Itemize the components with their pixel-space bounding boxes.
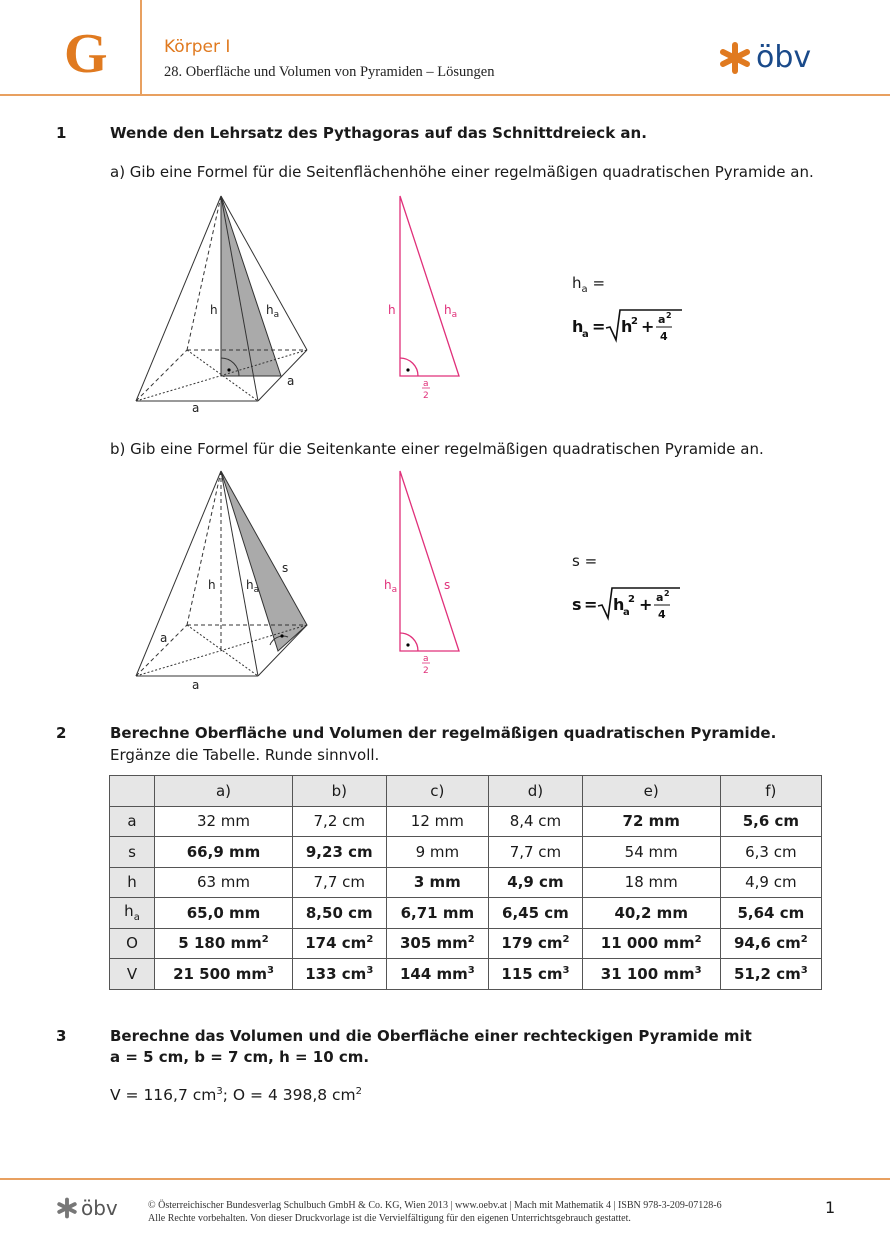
svg-text:h: h xyxy=(613,595,625,614)
shaded-triangle-a xyxy=(221,196,281,376)
page-number: 1 xyxy=(825,1198,836,1217)
table-cell: 5,6 cm xyxy=(720,806,821,837)
table-row xyxy=(110,959,822,990)
label-ha: $h_a$ xyxy=(246,578,260,595)
label-h: h xyxy=(208,578,216,592)
svg-text:=: = xyxy=(584,595,598,614)
label-h: h xyxy=(210,303,218,317)
footer-logo xyxy=(56,1196,118,1220)
header-divider xyxy=(0,94,890,96)
label-ha-pink: $h_a$ xyxy=(384,578,398,595)
label-h-pink: h xyxy=(388,303,396,317)
table-cell: 72 mm xyxy=(582,806,720,837)
pyramid-diagram-b xyxy=(130,465,320,695)
table-column-header: e) xyxy=(582,776,720,807)
svg-text:h: h xyxy=(621,317,633,336)
table-cell: 31 100 $mm^3$ xyxy=(582,959,720,990)
table-cell: 66,9 mm xyxy=(155,837,293,868)
label-half-num: a xyxy=(423,379,429,389)
table-row xyxy=(110,867,822,898)
header-divider-vertical xyxy=(140,0,142,94)
table-row xyxy=(110,806,822,837)
label-a-side: a xyxy=(160,631,168,645)
table-cell: 6,45 cm xyxy=(489,898,583,929)
svg-text:a: a xyxy=(656,591,664,604)
table-cell: 40,2 mm xyxy=(582,898,720,929)
table-cell: 3 mm xyxy=(386,867,489,898)
table-cell: 6,3 cm xyxy=(720,837,821,868)
table-column-header: f) xyxy=(720,776,821,807)
footer-divider xyxy=(0,1178,890,1180)
table-cell: 174 $cm^2$ xyxy=(293,928,387,959)
row-header: V xyxy=(110,959,155,990)
pyramid-diagram-a xyxy=(130,190,320,420)
table-cell: 7,7 cm xyxy=(293,867,387,898)
worksheet-subtitle: 28. Oberfläche und Volumen von Pyramiden – Lösungen xyxy=(164,64,495,80)
table-column-header: a) xyxy=(155,776,293,807)
question-2-heading: Berechne Oberfläche und Volumen der regelmäßigen quadratischen Pyramide. xyxy=(110,724,777,742)
svg-text:a: a xyxy=(658,313,666,326)
row-header: s xyxy=(110,837,155,868)
table-cell: 4,9 cm xyxy=(489,867,583,898)
table-cell: 54 mm xyxy=(582,837,720,868)
table-cell: 94,6 $cm^2$ xyxy=(720,928,821,959)
label-a-base: a xyxy=(192,678,200,692)
table-row xyxy=(110,898,822,929)
question-3-answer: V = 116,7 $cm^3$; O = 4 398,8 $cm^2$ xyxy=(110,1086,363,1105)
question-1b-text: b) Gib eine Formel für die Seitenkante einer regelmäßigen quadratischen Pyramide an. xyxy=(110,440,764,458)
table-cell: 8,4 cm xyxy=(489,806,583,837)
question-3-heading-line2: a = 5 cm, b = 7 cm, h = 10 cm. xyxy=(110,1048,370,1066)
chapter-title: Körper I xyxy=(164,37,231,57)
publisher-logo xyxy=(718,40,811,75)
svg-text:h: h xyxy=(572,317,584,336)
label-a-side: a xyxy=(287,374,295,388)
footer-line-2: Alle Rechte vorbehalten. Von dieser Druckvorlage ist die Vervielfältigung für den eigenen Unterrichtsgebrauch gestattet. xyxy=(148,1213,631,1224)
question-number-2: 2 xyxy=(56,724,67,742)
label-half-den: 2 xyxy=(423,666,429,676)
svg-text:2: 2 xyxy=(666,311,672,320)
table-cell: 6,71 mm xyxy=(386,898,489,929)
question-3-heading-line1: Berechne das Volumen und die Oberfläche einer rechteckigen Pyramide mit xyxy=(110,1027,752,1045)
label-half-num: a xyxy=(423,654,429,664)
logo-text: öbv xyxy=(756,40,812,75)
star-logo-icon xyxy=(56,1197,78,1219)
row-header: $h_a$ xyxy=(110,898,155,929)
table-cell: 4,9 cm xyxy=(720,867,821,898)
question-number-1: 1 xyxy=(56,124,67,142)
table-column-header: c) xyxy=(386,776,489,807)
table-column-header: b) xyxy=(293,776,387,807)
table-row xyxy=(110,837,822,868)
table-cell: 9,23 cm xyxy=(293,837,387,868)
table-cell: 18 mm xyxy=(582,867,720,898)
table-cell: 305 $mm^2$ xyxy=(386,928,489,959)
label-s: s xyxy=(282,561,289,575)
star-logo-icon xyxy=(718,41,752,75)
table-cell: 12 mm xyxy=(386,806,489,837)
results-table xyxy=(109,775,822,990)
formula-b-blank: s = xyxy=(572,552,598,570)
table-cell: 179 $cm^2$ xyxy=(489,928,583,959)
svg-text:s: s xyxy=(572,595,582,614)
footer-line-1: © Österreichischer Bundesverlag Schulbuch GmbH & Co. KG, Wien 2013 | www.oebv.at | Mach mit Mathematik 4 | ISBN 978-3-209-07128-6 xyxy=(148,1200,722,1211)
label-a-base: a xyxy=(192,401,200,415)
row-header: O xyxy=(110,928,155,959)
table-column-header: d) xyxy=(489,776,583,807)
svg-text:4: 4 xyxy=(660,330,668,343)
question-2-subtext: Ergänze die Tabelle. Runde sinnvoll. xyxy=(110,746,380,764)
label-s-pink: s xyxy=(444,578,451,592)
table-cell: 115 $cm^3$ xyxy=(489,959,583,990)
svg-text:a: a xyxy=(582,329,589,340)
svg-text:2: 2 xyxy=(628,594,635,605)
svg-text:=: = xyxy=(592,317,606,336)
table-cell: 133 $cm^3$ xyxy=(293,959,387,990)
table-cell: 7,2 cm xyxy=(293,806,387,837)
label-ha-pink: $h_a$ xyxy=(444,303,458,320)
table-cell: 7,7 cm xyxy=(489,837,583,868)
svg-text:a: a xyxy=(623,607,630,618)
table-cell: 11 000 $mm^2$ xyxy=(582,928,720,959)
table-cell: 9 mm xyxy=(386,837,489,868)
triangle-diagram-a xyxy=(380,190,470,405)
section-letter: G xyxy=(64,23,108,85)
label-half-den: 2 xyxy=(423,391,429,401)
svg-text:+: + xyxy=(639,595,653,614)
table-cell: 144 $mm^3$ xyxy=(386,959,489,990)
table-cell: 5 180 $mm^2$ xyxy=(155,928,293,959)
formula-a-blank: $h_a$ = xyxy=(572,274,606,295)
formula-a-answer xyxy=(570,300,690,350)
table-corner xyxy=(110,776,155,807)
row-header: a xyxy=(110,806,155,837)
table-cell: 32 mm xyxy=(155,806,293,837)
table-cell: 63 mm xyxy=(155,867,293,898)
table-cell: 8,50 cm xyxy=(293,898,387,929)
question-1a-text: a) Gib eine Formel für die Seitenflächenhöhe einer regelmäßigen quadratischen Pyramide an. xyxy=(110,163,814,181)
svg-text:2: 2 xyxy=(631,316,638,327)
svg-text:+: + xyxy=(641,317,655,336)
table-cell: 65,0 mm xyxy=(155,898,293,929)
svg-text:2: 2 xyxy=(664,589,670,598)
question-number-3: 3 xyxy=(56,1027,67,1045)
triangle-diagram-b xyxy=(380,465,470,680)
question-1-heading: Wende den Lehrsatz des Pythagoras auf das Schnittdreieck an. xyxy=(110,124,647,142)
table-cell: 5,64 cm xyxy=(720,898,821,929)
table-cell: 51,2 $cm^3$ xyxy=(720,959,821,990)
table-header-row xyxy=(110,776,822,807)
footer-logo-text: öbv xyxy=(81,1196,118,1220)
row-header: h xyxy=(110,867,155,898)
table-row xyxy=(110,928,822,959)
footer-copyright xyxy=(148,1199,722,1225)
table-cell: 21 500 $mm^3$ xyxy=(155,959,293,990)
shaded-triangle-b xyxy=(221,471,307,651)
label-ha: $h_a$ xyxy=(266,303,280,320)
formula-b-answer xyxy=(570,578,700,628)
svg-text:4: 4 xyxy=(658,608,666,621)
